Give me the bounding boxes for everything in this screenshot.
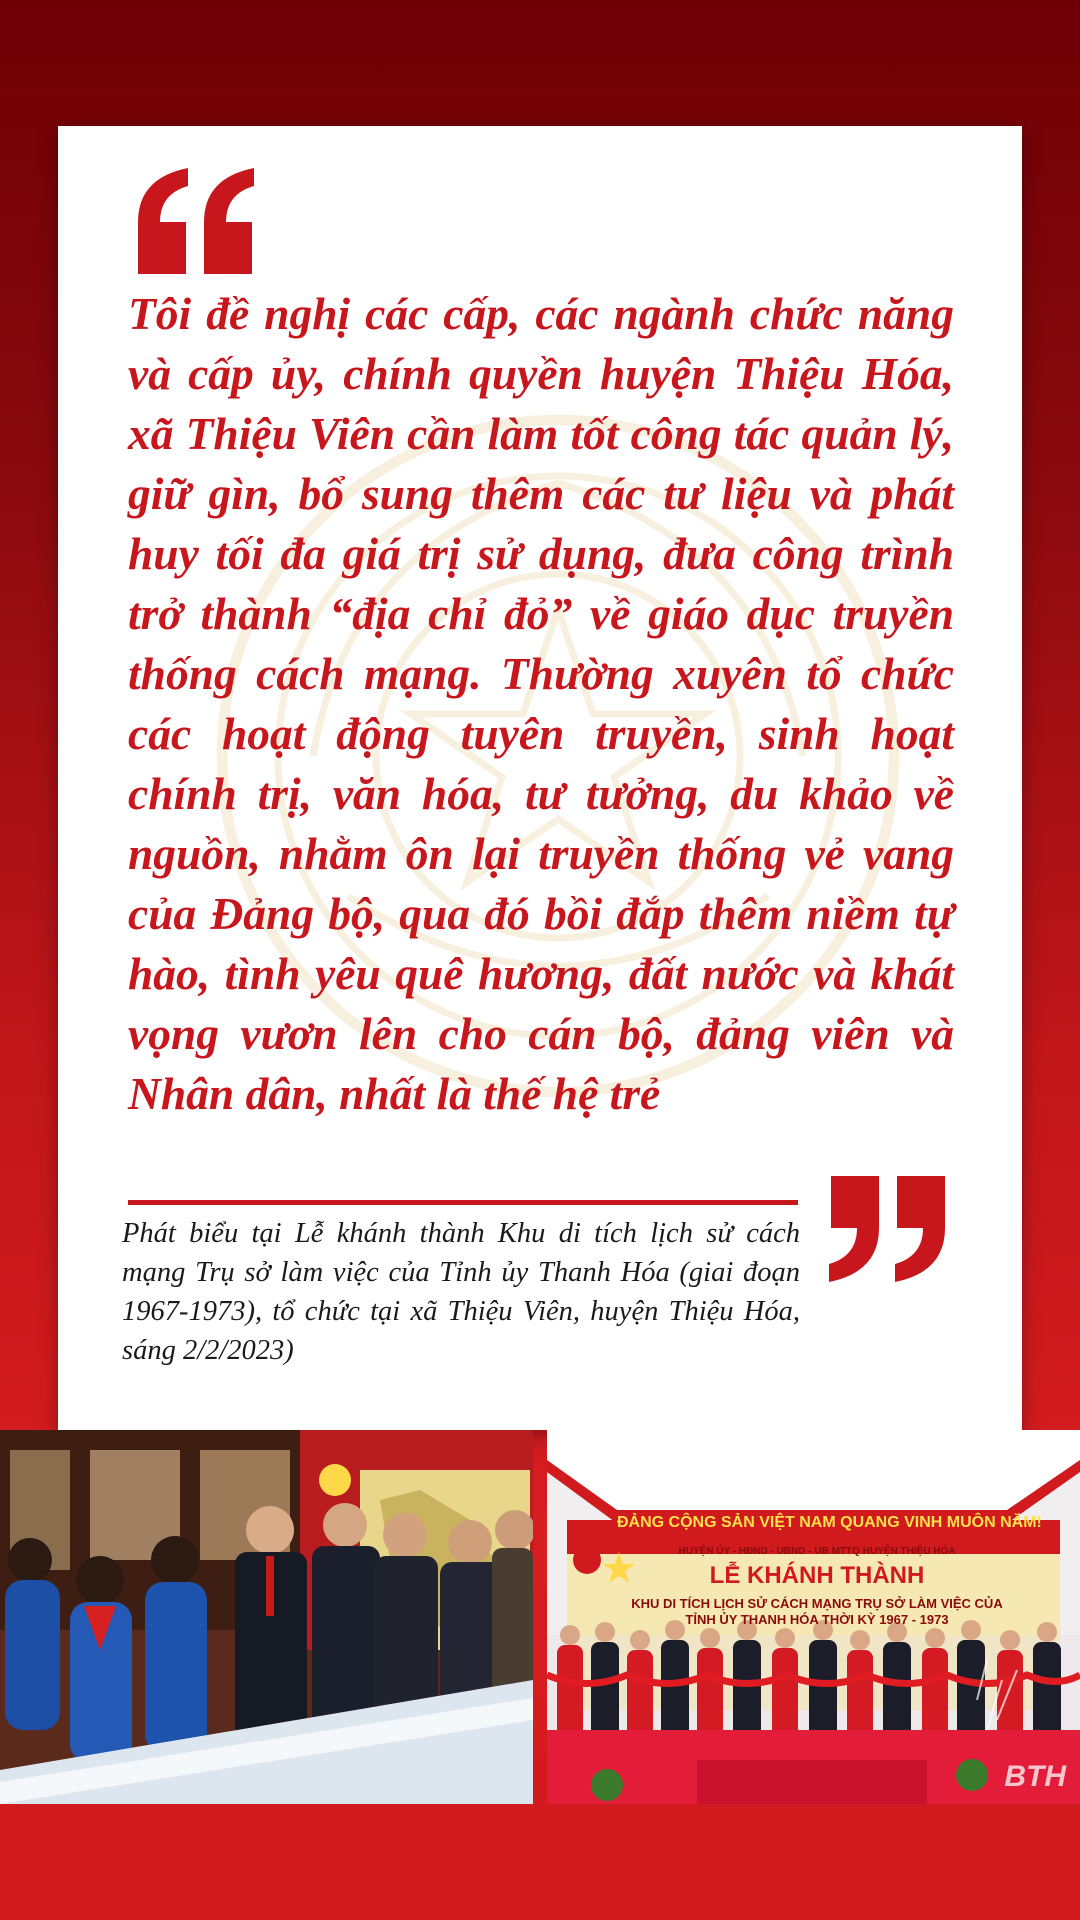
banner-organizers: HUYỆN ỦY - HĐND - UBND - UB MTTQ HUYỆN THIỆU HÓA (678, 1546, 956, 1557)
photo-watermark: BTH (1004, 1760, 1066, 1793)
quote-caption: Phát biểu tại Lễ khánh thành Khu di tích lịch sử cách mạng Trụ sở làm việc của Tỉnh ủy Thanh Hóa (giai đoạn 1967-1973), tổ chức tại xã Thiệu Viên, huyện Thiệu Hóa, sáng 2/2/2023) (122, 1218, 800, 1366)
banner-subtitle: KHU DI TÍCH LỊCH SỬ CÁCH MẠNG TRỤ SỞ LÀM VIỆC CỦA TỈNH ỦY THANH HÓA THỜI KỲ 1967 - 1973 (631, 1596, 1003, 1627)
quote-open-icon (130, 166, 260, 276)
photo-inauguration-ceremony (547, 1430, 1080, 1804)
quote-card (58, 126, 1022, 1430)
quote-close-icon (823, 1174, 953, 1284)
banner-title: LỄ KHÁNH THÀNH (709, 1562, 925, 1589)
photo-museum-visit (0, 1430, 533, 1804)
quote-divider (128, 1200, 798, 1205)
quote-text: Tôi đề nghị các cấp, các ngành chức năng và cấp ủy, chính quyền huyện Thiệu Hóa, xã Thiệu Viên cần làm tốt công tác quản lý, giữ gìn, bổ sung thêm các tư liệu và phát huy tối đa giá trị sử dụng, đưa công trình trở thành “địa chỉ đỏ” về giáo dục truyền thống cách mạng. Thường xuyên tổ chức các hoạt động tuyên truyền, sinh hoạt chính trị, văn hóa, tư tưởng, du khảo về nguồn, nhằm ôn lại truyền thống vẻ vang của Đảng bộ, qua đó bồi đắp thêm niềm tự hào, tình yêu quê hương, đất nước và khát vọng vươn lên cho cán bộ, đảng viên và Nhân dân, nhất là thế hệ trẻ (128, 288, 954, 1119)
banner-slogan: ĐẢNG CỘNG SẢN VIỆT NAM QUANG VINH MUÔN NĂM! (617, 1514, 1042, 1531)
